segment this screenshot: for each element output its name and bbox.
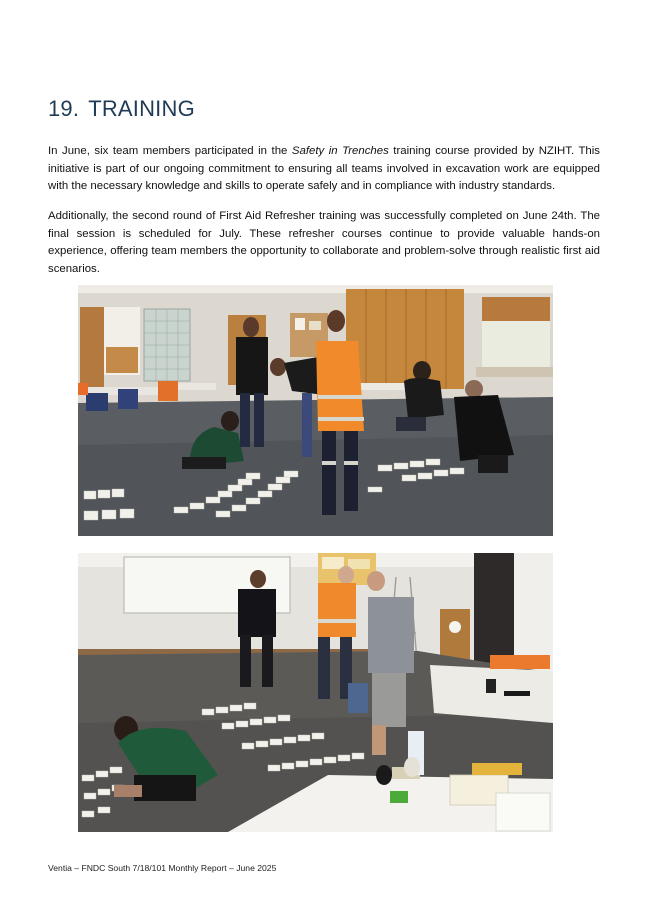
page-footer: Ventia – FNDC South 7/18/101 Monthly Report – June 2025 [48,863,277,873]
training-photo-1 [78,285,553,536]
section-title: TRAINING [88,96,195,121]
paragraph-trench-training: In June, six team members participated in the Safety in Trenches training course provided by NZIHT. This initiative is part of our ongoing commitment to ensuring all teams involved in excavation work are equipped with the necessary knowledge and skills to operate safely and in compliance with industry standards. [48,145,600,192]
training-photo-2 [78,553,553,832]
section-heading [48,96,195,122]
section-number: 19. [48,96,80,121]
course-name: Safety in Trenches [291,145,389,157]
paragraph-first-aid: Additionally, the second round of First Aid Refresher training was successfully completed on June 24th. The final session is scheduled for July. These refresher courses continue to provide valuable hands-on experience, offering team members the opportunity to collaborate and problem-solve through realistic first aid scenarios. [48,210,600,275]
